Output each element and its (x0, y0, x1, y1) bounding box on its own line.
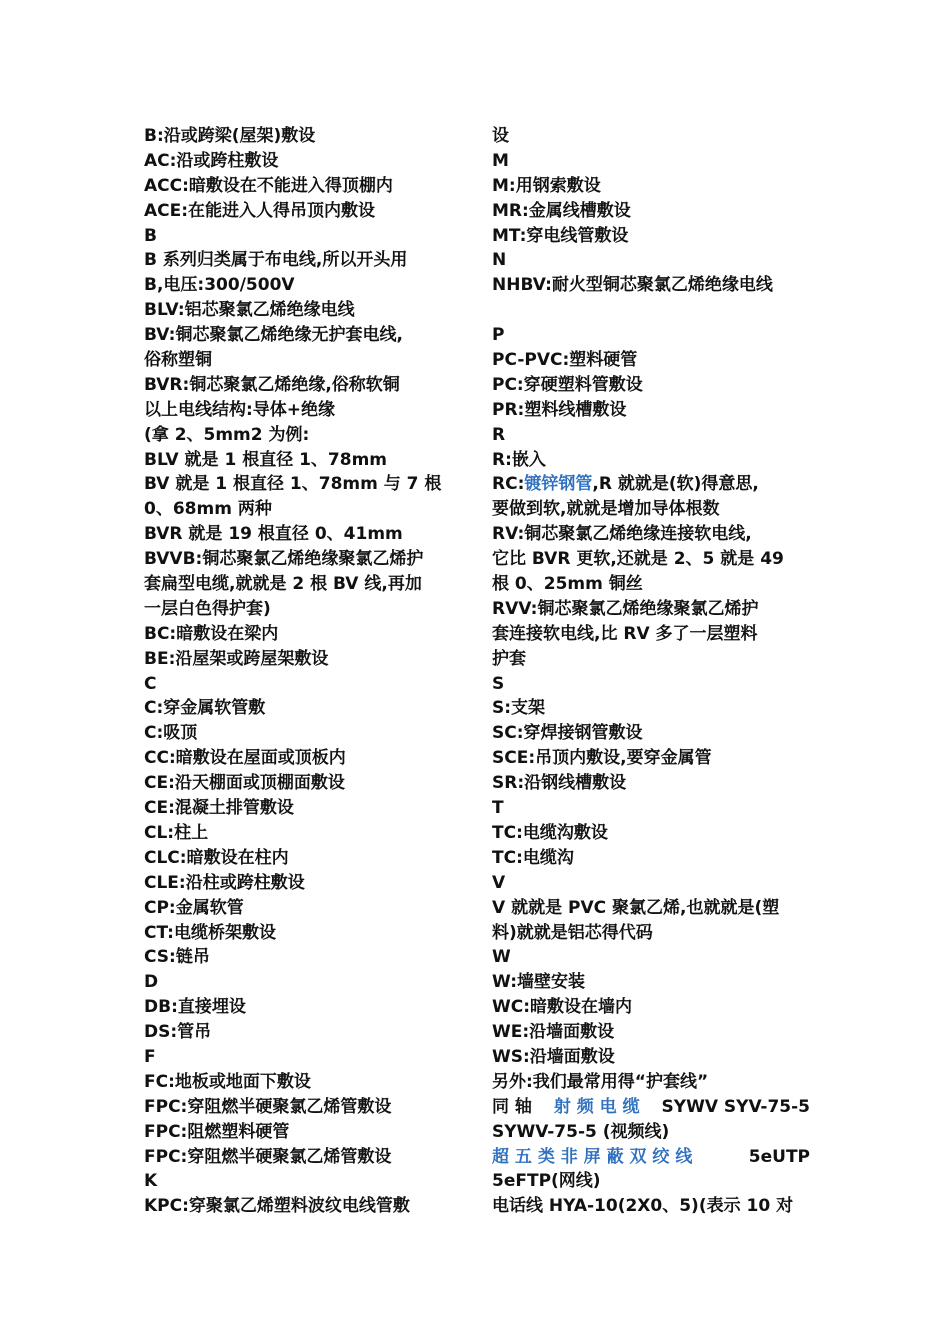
text-line: FPC:穿阻燃半硬聚氯乙烯管敷设 (144, 1096, 392, 1117)
text-line: 另外:我们最常用得“护套线” (492, 1071, 709, 1092)
text-line: MR:金属线槽敷设 (492, 200, 631, 221)
text-line: 套扁型电缆,就就是 2 根 BV 线,再加 (144, 574, 422, 595)
text-line: SR:沿钢线槽敷设 (492, 773, 627, 794)
rc-suffix: ,R 就就是(软)得意思, (592, 474, 759, 495)
text-line: CLE:沿柱或跨柱敷设 (144, 872, 305, 893)
text-line: C:吸顶 (144, 723, 198, 744)
text-line: CC:暗敷设在屋面或顶板内 (144, 748, 346, 769)
text-line: FC:地板或地面下敷设 (144, 1071, 311, 1092)
text-line: V (492, 872, 506, 893)
text-line: S:支架 (492, 698, 546, 719)
text-line: D (144, 972, 159, 993)
text-line: 设 (492, 126, 509, 146)
coax-prefix: 同 轴 (492, 1096, 532, 1117)
text-line: WC:暗敷设在墙内 (492, 997, 633, 1018)
text-line: CS:链吊 (144, 947, 210, 968)
text-line: CT:电缆桥架敷设 (144, 922, 276, 943)
text-line: ACE:在能进入人得吊顶内敷设 (144, 200, 376, 221)
text-line: 要做到软,就就是增加导体根数 (492, 499, 720, 520)
cat5-line2: 5eFTP(网线) (492, 1171, 601, 1192)
text-line: F (144, 1046, 156, 1067)
text-line: SCE:吊顶内敷设,要穿金属管 (492, 748, 712, 769)
text-line: CL:柱上 (144, 822, 209, 843)
text-line: BE:沿屋架或跨屋架敷设 (144, 648, 329, 669)
text-line: WE:沿墙面敷设 (492, 1022, 615, 1043)
text-line: W (492, 947, 511, 968)
text-line: FPC:阻燃塑料硬管 (144, 1121, 290, 1142)
text-line: S (492, 673, 505, 694)
cat5-entry (492, 1145, 810, 1170)
text-line: R (492, 424, 506, 445)
text-line: C:穿金属软管敷 (144, 698, 266, 719)
text-line: P (492, 325, 505, 346)
text-line: BVVB:铜芯聚氯乙烯绝缘聚氯乙烯护 (144, 549, 424, 570)
text-line: PC-PVC:塑料硬管 (492, 350, 638, 371)
text-line: 根 0、25mm 铜丝 (492, 574, 643, 595)
text-line: SC:穿焊接钢管敷设 (492, 723, 643, 744)
text-line: B 系列归类属于布电线,所以开头用 (144, 250, 408, 271)
text-line: M:用钢索敷设 (492, 175, 601, 196)
text-line: 它比 BVR 更软,还就是 2、5 就是 49 (492, 549, 784, 570)
text-line: BLV 就是 1 根直径 1、78mm (144, 449, 388, 470)
text-line: M (492, 150, 509, 171)
text-line: W:墙壁安装 (492, 972, 586, 993)
right-section-p-r (492, 323, 810, 472)
text-line: C (144, 673, 157, 694)
galvanized-steel-pipe-link[interactable]: 镀锌钢管 (524, 474, 593, 495)
text-line: B (144, 225, 157, 246)
text-line: (拿 2、5mm2 为例: (144, 424, 310, 445)
text-line: 俗称塑铜 (144, 350, 212, 371)
right-section-m-n (492, 124, 810, 298)
rf-cable-link[interactable]: 射 频 电 缆 (553, 1096, 640, 1117)
text-line: RVV:铜芯聚氯乙烯绝缘聚氯乙烯护 (492, 598, 759, 619)
coax-suffix: SYWV SYV-75-5 (661, 1096, 810, 1117)
text-line: CE:混凝土排管敷设 (144, 798, 294, 819)
text-line: CE:沿天棚面或顶棚面敷设 (144, 773, 345, 794)
coax-line2: SYWV-75-5 (视频线) (492, 1121, 670, 1142)
text-line: DS:管吊 (144, 1022, 212, 1043)
text-line: CP:金属软管 (144, 897, 244, 918)
text-line: BV 就是 1 根直径 1、78mm 与 7 根 (144, 474, 442, 495)
text-line: 以上电线结构:导体+绝缘 (144, 399, 336, 420)
text-line: 一层白色得护套) (144, 598, 271, 619)
phone-line: 电话线 HYA-10(2X0、5)(表示 10 对 (492, 1196, 794, 1217)
text-line: WS:沿墙面敷设 (492, 1046, 615, 1067)
text-line: TC:电缆沟敷设 (492, 822, 608, 843)
text-line: 料)就就是铝芯得代码 (492, 922, 653, 943)
text-line: BLV:铝芯聚氯乙烯绝缘电线 (144, 300, 355, 321)
text-line: B,电压:300/500V (144, 275, 295, 296)
blank-line (492, 298, 810, 323)
rc-entry (492, 472, 810, 497)
text-line: R:嵌入 (492, 449, 546, 470)
right-section-rv-other (492, 497, 810, 1094)
text-line: RV:铜芯聚氯乙烯绝缘连接软电线, (492, 524, 752, 545)
text-line: MT:穿电线管敷设 (492, 225, 629, 246)
text-line: DB:直接埋设 (144, 997, 246, 1018)
text-line: BVR 就是 19 根直径 0、41mm (144, 524, 403, 545)
text-line: V 就就是 PVC 聚氯乙烯,也就就是(塑 (492, 897, 780, 918)
text-line: 0、68mm 两种 (144, 499, 272, 520)
text-line: AC:沿或跨柱敷设 (144, 150, 279, 171)
text-line: 套连接软电线,比 RV 多了一层塑料 (492, 623, 758, 644)
cat5e-utp-link[interactable]: 超 五 类 非 屏 蔽 双 绞 线 (492, 1146, 693, 1167)
cat5-suffix: 5eUTP (748, 1146, 810, 1167)
text-line: TC:电缆沟 (492, 847, 574, 868)
left-column (144, 124, 460, 1219)
text-line: 护套 (492, 648, 526, 669)
text-line: NHBV:耐火型铜芯聚氯乙烯绝缘电线 (492, 275, 773, 296)
right-column (492, 124, 810, 1219)
text-line: N (492, 250, 507, 271)
text-line: ACC:暗敷设在不能进入得顶棚内 (144, 175, 393, 196)
text-line: PR:塑料线槽敷设 (492, 399, 627, 420)
text-line: KPC:穿聚氯乙烯塑料波纹电线管敷 (144, 1196, 410, 1217)
rc-prefix: RC: (492, 474, 525, 495)
text-line: CLC:暗敷设在柱内 (144, 847, 289, 868)
coax-entry (492, 1095, 810, 1120)
text-line: BV:铜芯聚氯乙烯绝缘无护套电线, (144, 325, 403, 346)
text-line: FPC:穿阻燃半硬聚氯乙烯管敷设 (144, 1146, 392, 1167)
text-line: BVR:铜芯聚氯乙烯绝缘,俗称软铜 (144, 374, 400, 395)
text-line: BC:暗敷设在梁内 (144, 623, 279, 644)
text-line: T (492, 798, 504, 819)
text-line: B:沿或跨梁(屋架)敷设 (144, 126, 316, 146)
text-line: K (144, 1171, 158, 1192)
text-line: PC:穿硬塑料管敷设 (492, 374, 643, 395)
